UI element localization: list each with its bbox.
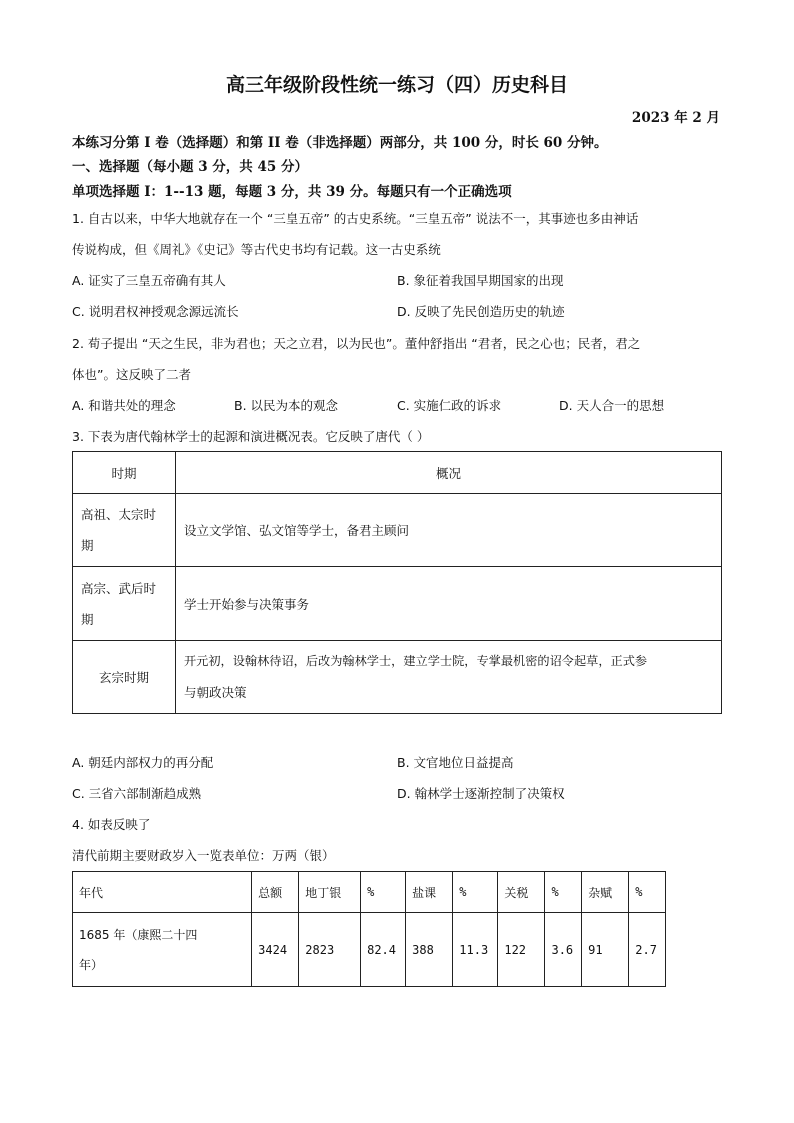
period-line: 高祖、太宗时	[81, 507, 157, 522]
q2-option-c: C. 实施仁政的诉求	[397, 398, 502, 413]
q3-stem: 3. 下表为唐代翰林学士的起源和演进概况表。它反映了唐代（ ）	[72, 429, 430, 444]
desc-line: 与朝政决策	[184, 685, 247, 700]
table-cell: 388	[406, 913, 453, 987]
year-line: 1685 年（康熙二十四	[79, 927, 198, 942]
table-row	[73, 494, 722, 567]
table-header-cell: %	[545, 872, 582, 913]
table-header-cell: %	[361, 872, 406, 913]
q1-stem-line2: 传说构成，但《周礼》《史记》等古代史书均有记载。这一古史系统	[72, 242, 441, 257]
q2-option-b: B. 以民为本的观念	[234, 398, 339, 413]
hanlin-table	[72, 451, 722, 714]
q1-option-c: C. 说明君权神授观念源远流长	[72, 304, 239, 319]
q2-stem-line2: 体也”。这反映了二者	[72, 367, 191, 382]
table-cell-period	[73, 567, 176, 641]
q3-option-b: B. 文官地位日益提高	[397, 755, 514, 770]
table-cell: 122	[498, 913, 545, 987]
q4-table-caption: 清代前期主要财政岁入一览表单位：万两（银）	[72, 848, 335, 863]
q2-option-d: D. 天人合一的思想	[559, 398, 665, 413]
table-row	[73, 913, 666, 987]
period-line: 高宗、武后时	[81, 580, 157, 596]
intro-line: 本练习分第 I 卷（选择题）和第 II 卷（非选择题）两部分，共 100 分，时长 60 分钟。	[72, 135, 608, 151]
table-header-cell: 杂赋	[582, 872, 629, 913]
desc-line: 开元初，设翰林待诏，后改为翰林学士，建立学士院，专掌最机密的诏令起草，正式参	[184, 654, 648, 668]
subsection-heading: 单项选择题 I：1--13 题，每题 3 分，共 39 分。每题只有一个正确选项	[72, 184, 512, 200]
table-header-cell: 总额	[252, 872, 299, 913]
q2-option-a: A. 和谐共处的理念	[72, 398, 176, 413]
q3-option-c: C. 三省六部制渐趋成熟	[72, 786, 202, 801]
table-row	[73, 641, 722, 714]
q3-option-d: D. 翰林学士逐渐控制了决策权	[397, 786, 565, 801]
table-header-cell: 概况	[176, 452, 722, 494]
table-header-row	[73, 452, 722, 494]
year-line: 年）	[79, 957, 104, 972]
table-cell-desc	[176, 641, 722, 714]
exam-date: 2023 年 2 月	[631, 110, 720, 126]
page-title: 高三年级阶段性统一练习（四）历史科目	[225, 74, 568, 96]
table-header-cell: 时期	[73, 452, 176, 494]
q1-option-a: A. 证实了三皇五帝确有其人	[72, 273, 226, 288]
q2-stem-line1: 2. 荀子提出 “天之生民，非为君也；天之立君，以为民也”。董仲舒指出 “君者，民之心也；民者，君之	[72, 336, 641, 351]
q1-stem-line1: 1. 自古以来，中华大地就存在一个 “三皇五帝” 的古史系统。“三皇五帝” 说法不一，其事迹也多由神话	[72, 211, 639, 226]
table-cell-desc	[176, 494, 722, 567]
q1-option-d: D. 反映了先民创造历史的轨迹	[397, 304, 565, 319]
desc-line: 设立文学馆、弘文馆等学士，备君主顾问	[184, 523, 410, 538]
table-header-cell: 盐课	[406, 872, 453, 913]
revenue-table	[72, 871, 666, 987]
period-line: 期	[81, 538, 94, 553]
section-heading: 一、选择题（每小题 3 分，共 45 分）	[72, 159, 308, 175]
period-line: 玄宗时期	[98, 670, 149, 685]
table-header-cell: %	[453, 872, 498, 913]
table-cell: 91	[582, 913, 629, 987]
desc-line: 学士开始参与决策事务	[184, 596, 310, 612]
q4-stem: 4. 如表反映了	[72, 817, 151, 832]
table-row	[73, 567, 722, 641]
table-header-cell: %	[629, 872, 666, 913]
table-header-cell: 地丁银	[299, 872, 361, 913]
table-cell: 2823	[299, 913, 361, 987]
table-cell-period	[73, 494, 176, 567]
table-cell: 3424	[252, 913, 299, 987]
table-cell-desc	[176, 567, 722, 641]
table-cell: 3.6	[545, 913, 582, 987]
table-header-cell: 关税	[498, 872, 545, 913]
q3-option-a: A. 朝廷内部权力的再分配	[72, 755, 214, 770]
period-line: 期	[81, 611, 94, 627]
table-header-cell: 年代	[73, 872, 252, 913]
table-header-row	[73, 872, 666, 913]
table-cell-period	[73, 641, 176, 714]
table-cell: 82.4	[361, 913, 406, 987]
table-cell: 11.3	[453, 913, 498, 987]
table-cell-year	[73, 913, 252, 987]
table-cell: 2.7	[629, 913, 666, 987]
q1-option-b: B. 象征着我国早期国家的出现	[397, 273, 564, 288]
